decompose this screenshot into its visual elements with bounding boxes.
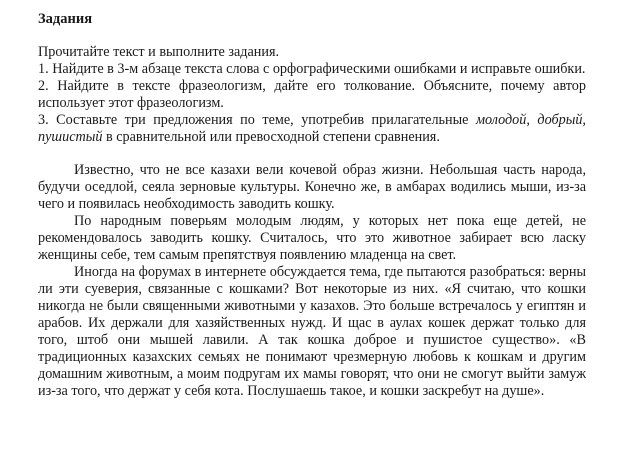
task-1: 1. Найдите в 3-м абзаце текста слова с орфографическими ошибками и исправьте ошибки. [38, 61, 586, 77]
task-2: 2. Найдите в тексте фразеологизм, дайте его толкование. Объясните, почему автор использует этот фразеологизм. [38, 78, 586, 111]
paragraph-1: Известно, что не все казахи вели кочевой образ жизни. Небольшая часть народа, будучи оседлой, сеяла зерновые культуры. Конечно же, в амбарах водились мыши, из-за чего и появилась необходимость заводить кошку. [38, 162, 586, 212]
task-3-text-start: 3. Составьте три предложения по теме, употребив прилагательные [38, 112, 476, 128]
task-3 [38, 112, 586, 146]
task-list [38, 44, 586, 146]
reading-text [38, 162, 586, 400]
task-intro: Прочитайте текст и выполните задания. [38, 44, 280, 60]
task-3-adjectives: молодой, добрый, пушистый [38, 112, 586, 145]
page-title: Задания [38, 11, 93, 27]
paragraph-3: Иногда на форумах в интернете обсуждается тема, где пытаются разобраться: верны ли эти суеверия, связанные с кошками? Вот некоторые из них. «Я считаю, что кошки никогда не были священными животными у казахов. Это больше встречалось у египтян и арабов. Их держали для хазяйственных нужд. И щас в аулах кошек держат только для того, штоб они мышей лавили. А так кошка доброе и пушистое существо». «В традиционных казахских семьях не понимают чрезмерную любовь к кошкам и другим домашним животным, а моим подругам их мамы говорят, что они не смогут выйти замуж из-за того, что держат у себя кота. Послушаешь такое, и кошки заскребут на душе». [38, 264, 586, 399]
document-page [38, 10, 586, 460]
paragraph-2: По народным поверьям молодым людям, у которых нет пока еще детей, не рекомендовалось заводить кошку. Считалось, что это животное забирает всю ласку женщины себе, тем самым препятствуя появлению младенца на свет. [38, 213, 586, 263]
task-3-text-end: в сравнительной или превосходной степени сравнения. [102, 129, 440, 145]
